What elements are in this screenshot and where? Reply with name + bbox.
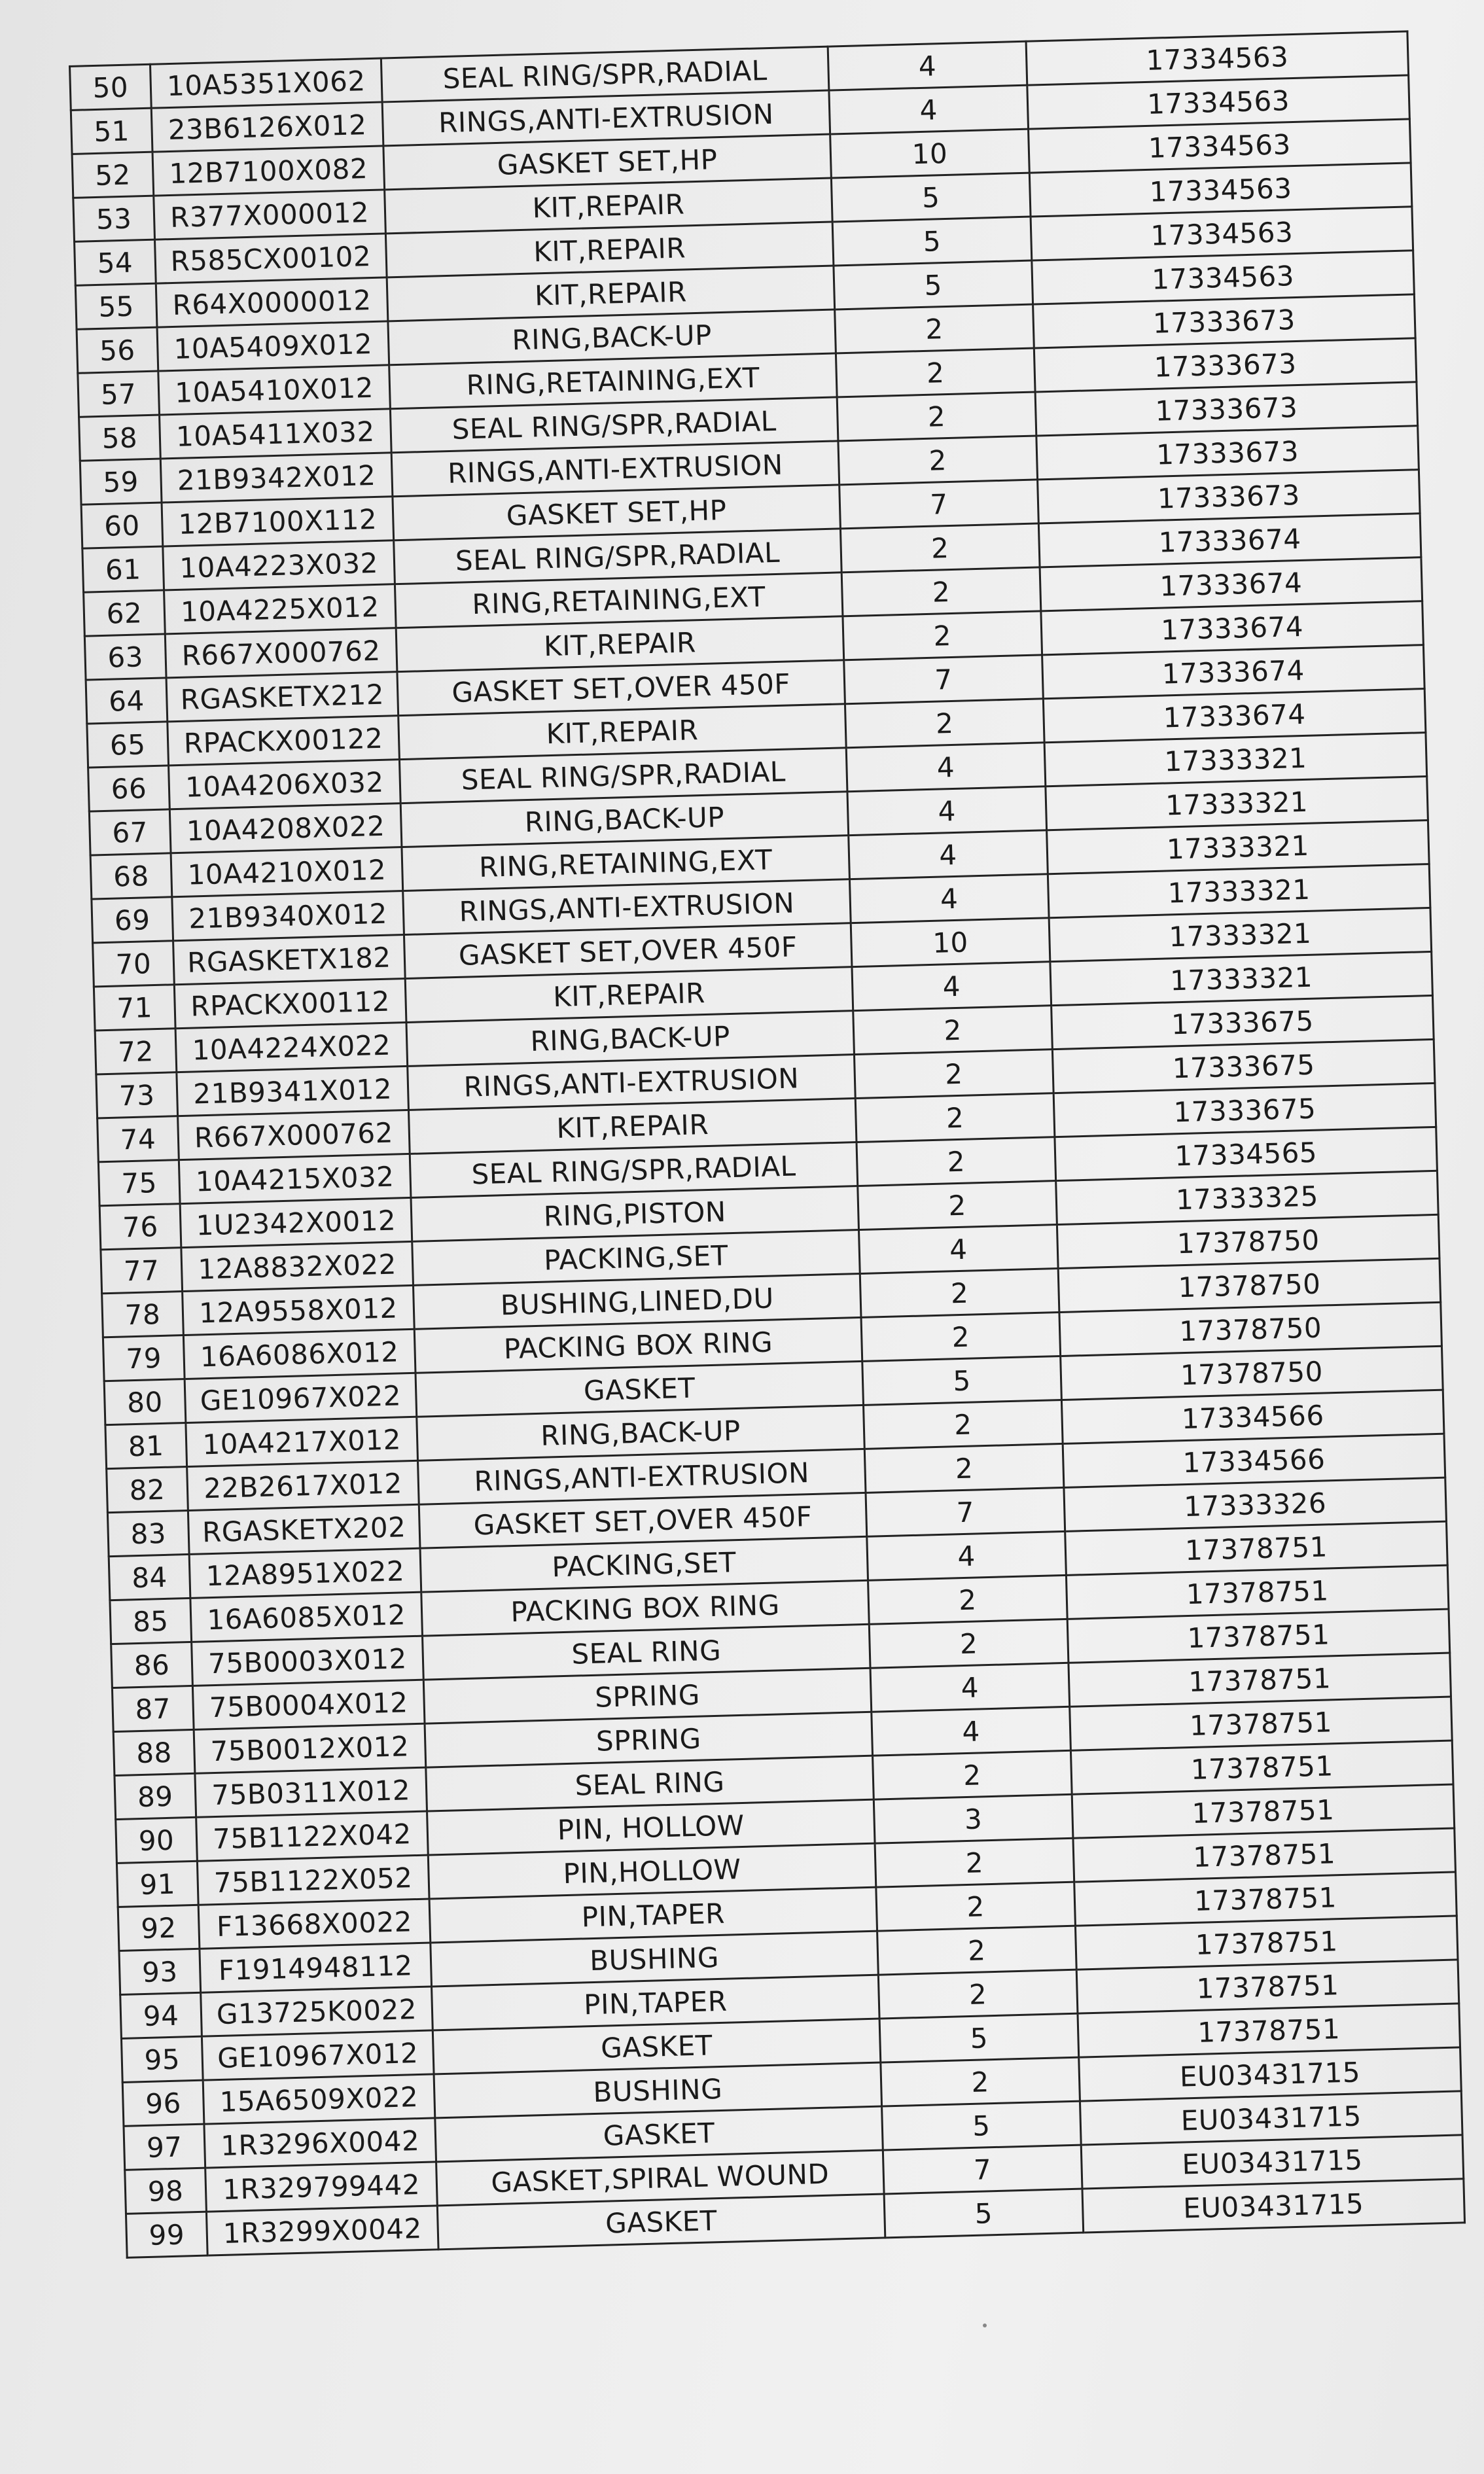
part-number-cell: R585CX00102: [155, 234, 387, 283]
item-number-cell: 76: [99, 1204, 181, 1250]
reference-number-cell: 17334565: [1055, 1127, 1438, 1180]
item-number-cell: 72: [95, 1029, 177, 1074]
part-number-cell: 12B7100X082: [152, 146, 385, 196]
description-cell: KIT,REPAIR: [396, 616, 844, 672]
part-number-cell: 21B9342X012: [160, 453, 393, 503]
part-number-cell: 10A4224X022: [175, 1022, 408, 1072]
quantity-cell: 4: [849, 874, 1049, 923]
part-number-cell: 75B1122X042: [196, 1811, 429, 1861]
quantity-cell: 4: [849, 830, 1048, 879]
part-number-cell: 21B9341X012: [177, 1066, 409, 1116]
reference-number-cell: 17378750: [1058, 1258, 1441, 1312]
part-number-cell: 10A4217X012: [186, 1417, 418, 1466]
reference-number-cell: 17378751: [1069, 1653, 1451, 1706]
item-number-cell: 58: [79, 415, 161, 461]
description-cell: KIT,REPAIR: [405, 967, 853, 1023]
reference-number-cell: 17334563: [1029, 119, 1411, 173]
part-number-cell: 10A4215X032: [179, 1154, 411, 1203]
description-cell: KIT,REPAIR: [385, 222, 834, 277]
description-cell: SEAL RING/SPR,RADIAL: [410, 1142, 858, 1198]
parts-table: [69, 30, 1466, 2258]
item-number-cell: 92: [118, 1905, 200, 1951]
quantity-cell: 2: [853, 1006, 1053, 1055]
description-cell: RING,BACK-UP: [417, 1405, 865, 1460]
quantity-cell: 5: [882, 2101, 1082, 2150]
quantity-cell: 4: [847, 786, 1047, 836]
item-number-cell: 64: [86, 678, 168, 724]
item-number-cell: 74: [97, 1116, 179, 1162]
quantity-cell: 2: [854, 1050, 1053, 1099]
reference-number-cell: 17333673: [1035, 382, 1418, 436]
description-cell: GASKET SET,HP: [383, 134, 832, 190]
reference-number-cell: 17333325: [1056, 1171, 1439, 1224]
part-number-cell: 22B2617X012: [187, 1460, 419, 1510]
part-number-cell: 10A4225X012: [164, 584, 397, 634]
part-number-cell: R667X000762: [178, 1110, 410, 1159]
quantity-cell: 4: [858, 1225, 1058, 1274]
reference-number-cell: 17334566: [1063, 1434, 1445, 1487]
part-number-cell: 23B6126X012: [151, 102, 383, 152]
parts-table-body: [70, 31, 1465, 2257]
quantity-cell: 4: [852, 962, 1051, 1011]
description-cell: RINGS,ANTI-EXTRUSION: [403, 879, 851, 935]
description-cell: PACKING,SET: [420, 1536, 868, 1592]
quantity-cell: 5: [834, 260, 1033, 309]
quantity-cell: 4: [870, 1663, 1070, 1712]
quantity-cell: 5: [831, 173, 1031, 222]
reference-number-cell: 17378751: [1072, 1784, 1455, 1838]
item-number-cell: 54: [75, 239, 156, 285]
item-number-cell: 94: [120, 1992, 202, 2038]
description-cell: BUSHING: [431, 1931, 879, 1987]
item-number-cell: 82: [107, 1467, 188, 1513]
part-number-cell: 16A6086X012: [183, 1329, 415, 1379]
quantity-cell: 7: [883, 2145, 1082, 2194]
description-cell: PIN,TAPER: [429, 1887, 877, 1943]
quantity-cell: 2: [868, 1575, 1068, 1624]
item-number-cell: 73: [96, 1072, 178, 1118]
item-number-cell: 62: [84, 590, 166, 636]
reference-number-cell: 17378751: [1076, 1960, 1459, 2013]
part-number-cell: 10A5351X062: [150, 58, 382, 108]
quantity-cell: 7: [844, 655, 1044, 704]
reference-number-cell: EU03431715: [1082, 2179, 1465, 2233]
part-number-cell: 10A5411X032: [160, 409, 392, 459]
part-number-cell: 75B0003X012: [192, 1636, 424, 1686]
part-number-cell: RGASKETX212: [166, 672, 398, 722]
description-cell: KIT,REPAIR: [385, 178, 833, 234]
item-number-cell: 59: [80, 459, 162, 504]
description-cell: KIT,REPAIR: [408, 1099, 857, 1154]
item-number-cell: 85: [110, 1598, 192, 1644]
quantity-cell: 2: [835, 304, 1034, 353]
description-cell: KIT,REPAIR: [387, 266, 835, 321]
item-number-cell: 50: [70, 64, 152, 110]
description-cell: RINGS,ANTI-EXTRUSION: [391, 441, 839, 497]
item-number-cell: 70: [93, 941, 175, 987]
description-cell: PACKING,SET: [412, 1230, 860, 1286]
part-number-cell: 15A6509X022: [203, 2074, 435, 2124]
quantity-cell: 5: [862, 1356, 1062, 1405]
description-cell: RING,PISTON: [411, 1186, 859, 1242]
item-number-cell: 55: [75, 283, 157, 329]
part-number-cell: 12A8951X022: [189, 1548, 421, 1598]
item-number-cell: 66: [88, 766, 170, 811]
part-number-cell: 1R3299X0042: [206, 2206, 438, 2255]
part-number-cell: 75B1122X052: [197, 1855, 429, 1905]
reference-number-cell: EU03431715: [1080, 2091, 1462, 2145]
description-cell: RING,RETAINING,EXT: [389, 353, 838, 409]
reference-number-cell: 17334566: [1061, 1390, 1444, 1443]
part-number-cell: GE10967X022: [185, 1373, 417, 1423]
description-cell: GASKET SET,HP: [393, 485, 841, 540]
description-cell: PACKING BOX RING: [414, 1317, 862, 1373]
description-cell: RING,RETAINING,EXT: [395, 573, 843, 628]
reference-number-cell: 17334563: [1029, 163, 1412, 217]
reference-number-cell: EU03431715: [1081, 2135, 1464, 2189]
item-number-cell: 99: [126, 2212, 207, 2257]
quantity-cell: 4: [828, 41, 1027, 90]
item-number-cell: 87: [112, 1686, 194, 1731]
part-number-cell: 1R3296X0042: [204, 2118, 436, 2168]
reference-number-cell: 17333321: [1047, 821, 1430, 874]
reference-number-cell: 17378751: [1066, 1565, 1449, 1619]
reference-number-cell: 17333674: [1042, 645, 1425, 699]
reference-number-cell: 17333673: [1038, 470, 1421, 523]
description-cell: PIN,HOLLOW: [428, 1843, 876, 1899]
part-number-cell: 16A6085X012: [190, 1592, 423, 1642]
quantity-cell: 10: [830, 129, 1030, 178]
part-number-cell: R377X000012: [154, 190, 386, 239]
description-cell: SPRING: [425, 1712, 873, 1767]
part-number-cell: RPACKX00122: [168, 716, 400, 766]
quantity-cell: 2: [873, 1750, 1072, 1799]
description-cell: SEAL RING: [423, 1624, 871, 1680]
description-cell: SEAL RING/SPR,RADIAL: [394, 529, 842, 584]
quantity-cell: 3: [874, 1794, 1073, 1843]
part-number-cell: GE10967X012: [202, 2030, 434, 2080]
description-cell: RING,BACK-UP: [388, 309, 836, 365]
description-cell: SEAL RING/SPR,RADIAL: [390, 397, 838, 453]
part-number-cell: F1914948112: [200, 1943, 432, 1992]
quantity-cell: 10: [851, 918, 1050, 967]
quantity-cell: 2: [861, 1313, 1061, 1362]
item-number-cell: 95: [121, 2036, 203, 2082]
quantity-cell: 7: [839, 480, 1039, 529]
quantity-cell: 2: [855, 1093, 1055, 1142]
item-number-cell: 77: [101, 1248, 183, 1294]
part-number-cell: 10A4206X032: [169, 760, 401, 809]
item-number-cell: 52: [72, 152, 154, 198]
quantity-cell: 2: [843, 611, 1042, 660]
item-number-cell: 69: [92, 897, 173, 943]
quantity-cell: 2: [836, 348, 1035, 397]
description-cell: KIT,REPAIR: [398, 704, 847, 760]
reference-number-cell: 17333674: [1043, 689, 1426, 743]
description-cell: SPRING: [423, 1668, 872, 1723]
item-number-cell: 80: [104, 1379, 186, 1425]
part-number-cell: F13668X0022: [198, 1899, 431, 1949]
reference-number-cell: 17378750: [1061, 1346, 1443, 1400]
item-number-cell: 83: [107, 1510, 189, 1556]
description-cell: GASKET: [435, 2106, 883, 2162]
quantity-cell: 2: [864, 1443, 1064, 1493]
reference-number-cell: 17333321: [1050, 951, 1433, 1005]
quantity-cell: 2: [864, 1400, 1063, 1449]
quantity-cell: 2: [841, 567, 1041, 616]
part-number-cell: R64X0000012: [156, 277, 388, 327]
reference-number-cell: 17333321: [1044, 733, 1427, 786]
part-number-cell: 75B0004X012: [192, 1680, 425, 1729]
description-cell: GASKET: [433, 2019, 881, 2074]
quantity-cell: 2: [858, 1181, 1057, 1230]
reference-number-cell: 17334563: [1026, 31, 1409, 85]
description-cell: SEAL RING/SPR,RADIAL: [381, 46, 829, 102]
reference-number-cell: 17334563: [1027, 75, 1410, 129]
item-number-cell: 86: [111, 1642, 193, 1688]
quantity-cell: 2: [878, 1970, 1078, 2019]
part-number-cell: 12A9558X012: [183, 1285, 415, 1335]
quantity-cell: 2: [845, 699, 1044, 748]
part-number-cell: RGASKETX202: [188, 1504, 420, 1554]
part-number-cell: 10A4210X012: [171, 847, 403, 897]
reference-number-cell: 17378751: [1073, 1828, 1456, 1882]
description-cell: PIN,TAPER: [432, 1975, 880, 2030]
reference-number-cell: 17334563: [1032, 251, 1415, 304]
quantity-cell: 4: [872, 1706, 1071, 1756]
reference-number-cell: 17333674: [1038, 514, 1421, 567]
reference-number-cell: EU03431715: [1079, 2047, 1462, 2101]
quantity-cell: 4: [846, 743, 1046, 792]
part-number-cell: 75B0311X012: [195, 1767, 427, 1817]
reference-number-cell: 17333675: [1051, 995, 1434, 1049]
parts-list-sheet: [69, 31, 1454, 2259]
quantity-cell: 2: [876, 1882, 1076, 1931]
description-cell: RING,BACK-UP: [406, 1011, 855, 1067]
description-cell: BUSHING: [434, 2062, 882, 2118]
reference-number-cell: 17333675: [1053, 1083, 1436, 1137]
description-cell: RING,RETAINING,EXT: [402, 836, 850, 891]
part-number-cell: 10A5409X012: [157, 321, 389, 371]
description-cell: GASKET,SPIRAL WOUND: [436, 2150, 885, 2206]
quantity-cell: 2: [860, 1269, 1059, 1318]
description-cell: SEAL RING/SPR,RADIAL: [399, 748, 847, 804]
item-number-cell: 93: [119, 1949, 201, 1994]
item-number-cell: 61: [82, 546, 164, 592]
item-number-cell: 67: [89, 809, 171, 855]
part-number-cell: G13725K0022: [201, 1987, 433, 2036]
item-number-cell: 84: [109, 1554, 190, 1600]
quantity-cell: 4: [829, 85, 1029, 134]
reference-number-cell: 17333674: [1040, 557, 1422, 611]
part-number-cell: 21B9340X012: [172, 891, 404, 941]
reference-number-cell: 17378751: [1065, 1521, 1448, 1575]
description-cell: GASKET: [415, 1361, 864, 1417]
item-number-cell: 68: [90, 853, 172, 899]
description-cell: GASKET SET,OVER 450F: [419, 1493, 867, 1548]
reference-number-cell: 17333675: [1052, 1039, 1435, 1093]
item-number-cell: 65: [87, 722, 169, 768]
reference-number-cell: 17333674: [1041, 601, 1424, 655]
reference-number-cell: 17378751: [1070, 1741, 1453, 1794]
part-number-cell: RPACKX00112: [174, 979, 406, 1029]
item-number-cell: 91: [116, 1861, 198, 1907]
description-cell: PIN, HOLLOW: [427, 1799, 875, 1855]
description-cell: GASKET: [437, 2194, 885, 2250]
reference-number-cell: 17333321: [1046, 777, 1428, 830]
quantity-cell: 2: [837, 392, 1036, 441]
quantity-cell: 5: [879, 2013, 1079, 2062]
reference-number-cell: 17378750: [1059, 1302, 1442, 1356]
item-number-cell: 53: [73, 196, 155, 241]
description-cell: SEAL RING: [426, 1756, 874, 1811]
item-number-cell: 88: [113, 1729, 195, 1775]
quantity-cell: 2: [881, 2057, 1080, 2106]
part-number-cell: 1R329799442: [205, 2162, 438, 2212]
reference-number-cell: 17333673: [1034, 338, 1417, 392]
item-number-cell: 57: [78, 371, 160, 417]
reference-number-cell: 17378751: [1078, 2004, 1460, 2057]
reference-number-cell: 17378750: [1057, 1214, 1440, 1268]
description-cell: RINGS,ANTI-EXTRUSION: [417, 1449, 866, 1504]
reference-number-cell: 17378751: [1067, 1609, 1450, 1663]
quantity-cell: 2: [838, 436, 1038, 485]
item-number-cell: 56: [77, 327, 158, 373]
part-number-cell: 12A8832X022: [181, 1241, 414, 1291]
quantity-cell: 2: [875, 1838, 1074, 1887]
quantity-cell: 4: [867, 1531, 1067, 1580]
part-number-cell: 1U2342X0012: [180, 1197, 412, 1247]
part-number-cell: RGASKETX182: [173, 935, 406, 985]
quantity-cell: 5: [884, 2189, 1084, 2238]
item-number-cell: 71: [94, 985, 175, 1031]
description-cell: GASKET SET,OVER 450F: [404, 923, 852, 979]
item-number-cell: 89: [115, 1773, 196, 1819]
quantity-cell: 5: [832, 217, 1032, 266]
part-number-cell: 10A4223X032: [163, 540, 395, 590]
reference-number-cell: 17333673: [1036, 426, 1419, 480]
quantity-cell: 2: [869, 1619, 1069, 1668]
quantity-cell: 7: [866, 1487, 1065, 1536]
part-number-cell: 10A4208X022: [169, 804, 402, 853]
item-number-cell: 81: [105, 1423, 187, 1469]
reference-number-cell: 17378751: [1070, 1697, 1453, 1750]
item-number-cell: 96: [122, 2080, 204, 2126]
quantity-cell: 2: [857, 1137, 1056, 1186]
part-number-cell: R667X000762: [165, 628, 397, 678]
reference-number-cell: 17333321: [1048, 864, 1430, 917]
part-number-cell: 10A5410X012: [158, 365, 391, 415]
paper-speck: [983, 2324, 987, 2327]
item-number-cell: 78: [102, 1292, 184, 1337]
description-cell: GASKET SET,OVER 450F: [397, 660, 845, 716]
description-cell: PACKING BOX RING: [421, 1580, 870, 1636]
item-number-cell: 90: [116, 1817, 198, 1863]
quantity-cell: 2: [840, 523, 1040, 573]
reference-number-cell: 17333673: [1033, 294, 1416, 348]
item-number-cell: 60: [81, 503, 163, 548]
quantity-cell: 2: [877, 1926, 1077, 1975]
reference-number-cell: 17378751: [1074, 1872, 1457, 1926]
reference-number-cell: 17333326: [1064, 1477, 1447, 1531]
item-number-cell: 98: [125, 2168, 207, 2214]
description-cell: RING,BACK-UP: [400, 792, 849, 847]
part-number-cell: 12B7100X112: [162, 497, 394, 546]
description-cell: RINGS,ANTI-EXTRUSION: [408, 1055, 856, 1110]
reference-number-cell: 17333321: [1049, 908, 1432, 961]
description-cell: RINGS,ANTI-EXTRUSION: [382, 90, 830, 146]
item-number-cell: 51: [71, 108, 152, 154]
part-number-cell: 75B0012X012: [194, 1723, 426, 1773]
description-cell: BUSHING,LINED,DU: [413, 1273, 861, 1329]
item-number-cell: 75: [98, 1160, 180, 1206]
reference-number-cell: 17334563: [1031, 207, 1413, 260]
item-number-cell: 63: [84, 634, 166, 680]
reference-number-cell: 17378751: [1075, 1916, 1458, 1970]
item-number-cell: 97: [124, 2124, 205, 2170]
item-number-cell: 79: [103, 1335, 185, 1381]
